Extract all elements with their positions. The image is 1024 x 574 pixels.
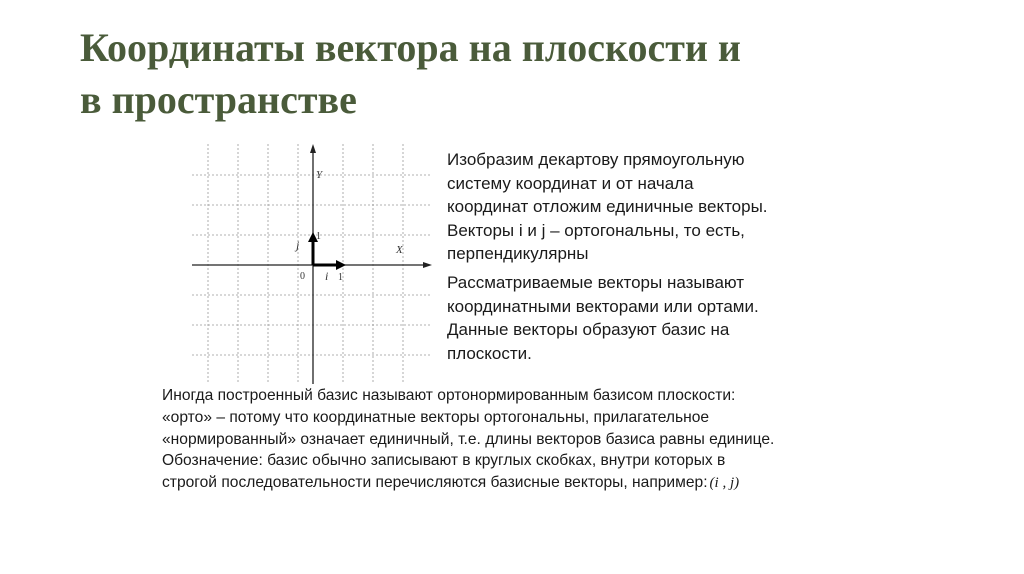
text-line — [162, 472, 862, 495]
slide-title — [80, 22, 960, 126]
text-line: плоскости. — [447, 343, 532, 363]
text-line: Обозначение: базис обычно записывают в круглых скобках, внутри которых в — [162, 452, 726, 470]
i-vector-label: i — [325, 269, 329, 283]
description-paragraph-2 — [447, 271, 847, 365]
coordinate-grid-figure — [192, 144, 432, 384]
text-line-content: строгой последовательности перечисляются базисные векторы, например: — [162, 474, 708, 492]
title-line-1: Координаты вектора на плоскости и — [80, 25, 741, 70]
text-line: Данные векторы образуют базис на — [447, 320, 730, 339]
unit-vector-i-arrowhead — [336, 260, 346, 270]
text-line: координатными векторами или ортами. — [447, 296, 759, 316]
basis-formula: (i , j) — [709, 475, 740, 492]
text-line: «орто» – потому что координатные векторы ортогональны, прилагательное — [162, 408, 710, 426]
text-line: «нормированный» означает единичный, т.е. длины векторов базиса равны единице. — [162, 430, 775, 448]
origin-label: 0 — [300, 271, 305, 282]
text-line: Векторы i и j – ортогональны, то есть, — [447, 220, 745, 240]
text-line: Рассматриваемые векторы называют — [447, 273, 745, 292]
y-axis-arrowhead — [310, 144, 316, 153]
text-line: перпендикулярны — [447, 244, 589, 263]
text-line: Иногда построенный базис называют ортонормированным базисом плоскости: — [162, 387, 736, 404]
text-line: систему координат и от начала — [447, 173, 694, 193]
description-paragraph-1 — [447, 148, 847, 266]
x-axis-label: X — [396, 244, 403, 256]
y-axis-label: Y — [316, 169, 323, 181]
j-tick-label: 1 — [316, 231, 321, 242]
x-axis-arrowhead — [423, 262, 432, 268]
text-line: Изобразим декартову прямоугольную — [447, 150, 745, 169]
i-tick-label: 1 — [338, 272, 343, 283]
title-line-2: в пространстве — [80, 77, 357, 122]
orthonormal-basis-note — [162, 385, 862, 495]
text-line: координат отложим единичные векторы. — [447, 197, 768, 216]
j-vector-label: j — [296, 238, 300, 252]
